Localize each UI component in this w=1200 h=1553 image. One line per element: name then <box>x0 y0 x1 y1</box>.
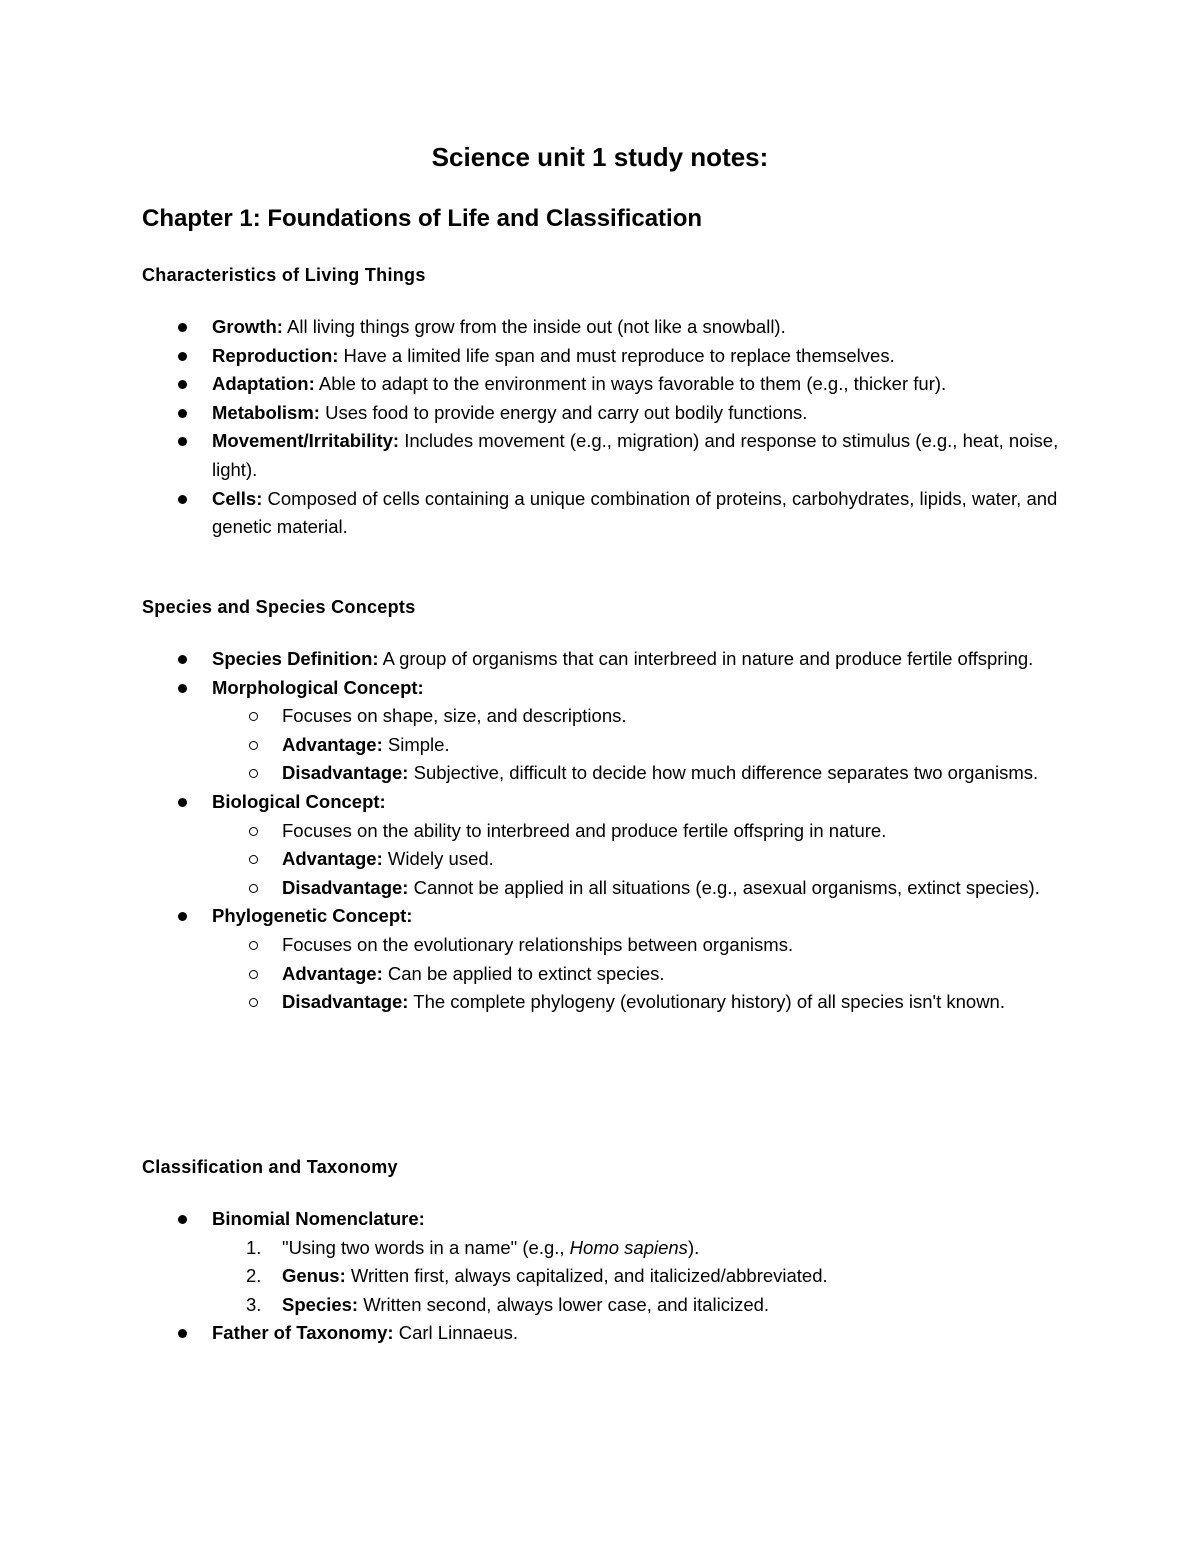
item-label: Species Definition: <box>212 648 379 669</box>
section-heading-characteristics: Characteristics of Living Things <box>142 265 426 285</box>
item-label: Metabolism: <box>212 401 320 423</box>
sub-item-advantage <box>212 845 1062 874</box>
sub-item-focus <box>212 931 1062 960</box>
chapter-heading: Chapter 1: Foundations of Life and Classification <box>142 205 703 232</box>
list-item-biological-concept <box>142 788 1062 902</box>
sub-item-disadvantage <box>212 759 1062 788</box>
item-text: Written second, always lower case, and italicized. <box>358 1293 770 1315</box>
list-item-movement <box>142 427 1062 484</box>
list-item-growth <box>142 313 1062 342</box>
item-italic-text: Homo sapiens <box>569 1236 688 1258</box>
sub-item-label: Disadvantage: <box>282 762 409 784</box>
sub-item-label: Advantage: <box>282 733 383 755</box>
phylogenetic-sub-list <box>212 931 1062 1017</box>
item-label: Father of Taxonomy: <box>212 1322 394 1344</box>
sub-item-label: Disadvantage: <box>282 876 409 898</box>
item-number: 3. <box>246 1293 262 1315</box>
item-number: 2. <box>246 1265 262 1287</box>
document-title: Science unit 1 study notes: <box>431 142 769 172</box>
item-label: Morphological Concept: <box>212 676 424 698</box>
item-label: Species: <box>282 1293 359 1315</box>
list-item-cells <box>142 485 1062 542</box>
item-text: Carl Linnaeus. <box>393 1322 519 1344</box>
sub-item-text: Focuses on shape, size, and descriptions. <box>282 705 627 727</box>
item-text: "Using two words in a name" (e.g., <box>282 1236 570 1258</box>
sub-item-text: Simple. <box>382 733 450 755</box>
section-heading-species: Species and Species Concepts <box>142 597 416 617</box>
item-text: A group of organisms that can interbreed in nature and produce fertile offspring. <box>378 648 1034 669</box>
item-text: All living things grow from the inside out (not like a snowball). <box>282 316 786 337</box>
item-number: 1. <box>246 1236 262 1258</box>
sub-item-advantage <box>212 960 1062 989</box>
sub-item-text: Cannot be applied in all situations (e.g., asexual organisms, extinct species). <box>408 876 1040 898</box>
numbered-item-3 <box>212 1291 1062 1320</box>
list-item-morphological-concept <box>142 674 1062 788</box>
list-item-adaptation <box>142 370 1062 399</box>
sub-item-focus <box>212 702 1062 731</box>
item-text: Includes movement (e.g., migration) and response to stimulus (e.g., heat, noise, light). <box>212 430 1059 480</box>
section-heading-classification: Classification and Taxonomy <box>142 1157 398 1177</box>
list-item-reproduction <box>142 342 1062 371</box>
item-text: Able to adapt to the environment in ways favorable to them (e.g., thicker fur). <box>314 373 947 395</box>
list-item-father-of-taxonomy <box>142 1319 1062 1348</box>
sub-item-disadvantage <box>212 874 1062 903</box>
sub-item-advantage <box>212 731 1062 760</box>
numbered-item-2 <box>212 1262 1062 1291</box>
sub-item-focus <box>212 817 1062 846</box>
sub-item-text: Subjective, difficult to decide how much difference separates two organisms. <box>408 762 1039 784</box>
item-text: Composed of cells containing a unique combination of proteins, carbohydrates, lipids, water, and genetic material. <box>212 487 1058 538</box>
list-item-binomial-nomenclature <box>142 1205 1062 1319</box>
item-label: Movement/Irritability: <box>212 430 400 452</box>
item-label: Reproduction: <box>212 344 339 366</box>
item-text: Have a limited life span and must reproduce to replace themselves. <box>338 344 895 366</box>
species-list <box>142 645 1062 1017</box>
sub-item-disadvantage <box>212 988 1062 1017</box>
sub-item-text: Focuses on the evolutionary relationships between organisms. <box>282 933 794 955</box>
item-label: Phylogenetic Concept: <box>212 905 413 927</box>
sub-item-text: Can be applied to extinct species. <box>382 962 665 984</box>
sub-item-label: Advantage: <box>282 962 383 984</box>
item-label: Biological Concept: <box>212 790 386 812</box>
item-label: Adaptation: <box>212 373 315 395</box>
item-text: Written first, always capitalized, and italicized/abbreviated. <box>345 1265 828 1287</box>
list-item-metabolism <box>142 399 1062 428</box>
item-text: Uses food to provide energy and carry out bodily functions. <box>319 401 808 423</box>
binomial-numbered-list <box>212 1234 1062 1320</box>
sub-item-text: Widely used. <box>382 848 494 870</box>
biological-sub-list <box>212 817 1062 903</box>
list-item-phylogenetic-concept <box>142 902 1062 1016</box>
item-label: Growth: <box>212 316 283 337</box>
characteristics-list <box>142 313 1062 542</box>
item-label: Genus: <box>282 1265 346 1287</box>
item-label: Binomial Nomenclature: <box>212 1208 425 1229</box>
classification-list <box>142 1205 1062 1348</box>
sub-item-label: Advantage: <box>282 848 383 870</box>
item-text: ). <box>687 1236 700 1258</box>
list-item-species-definition <box>142 645 1062 674</box>
numbered-item-1 <box>212 1234 1062 1263</box>
item-label: Cells: <box>212 487 263 509</box>
sub-item-text: Focuses on the ability to interbreed and produce fertile offspring in nature. <box>282 819 887 841</box>
morphological-sub-list <box>212 702 1062 788</box>
sub-item-text: The complete phylogeny (evolutionary history) of all species isn't known. <box>408 991 1005 1013</box>
sub-item-label: Disadvantage: <box>282 991 409 1013</box>
